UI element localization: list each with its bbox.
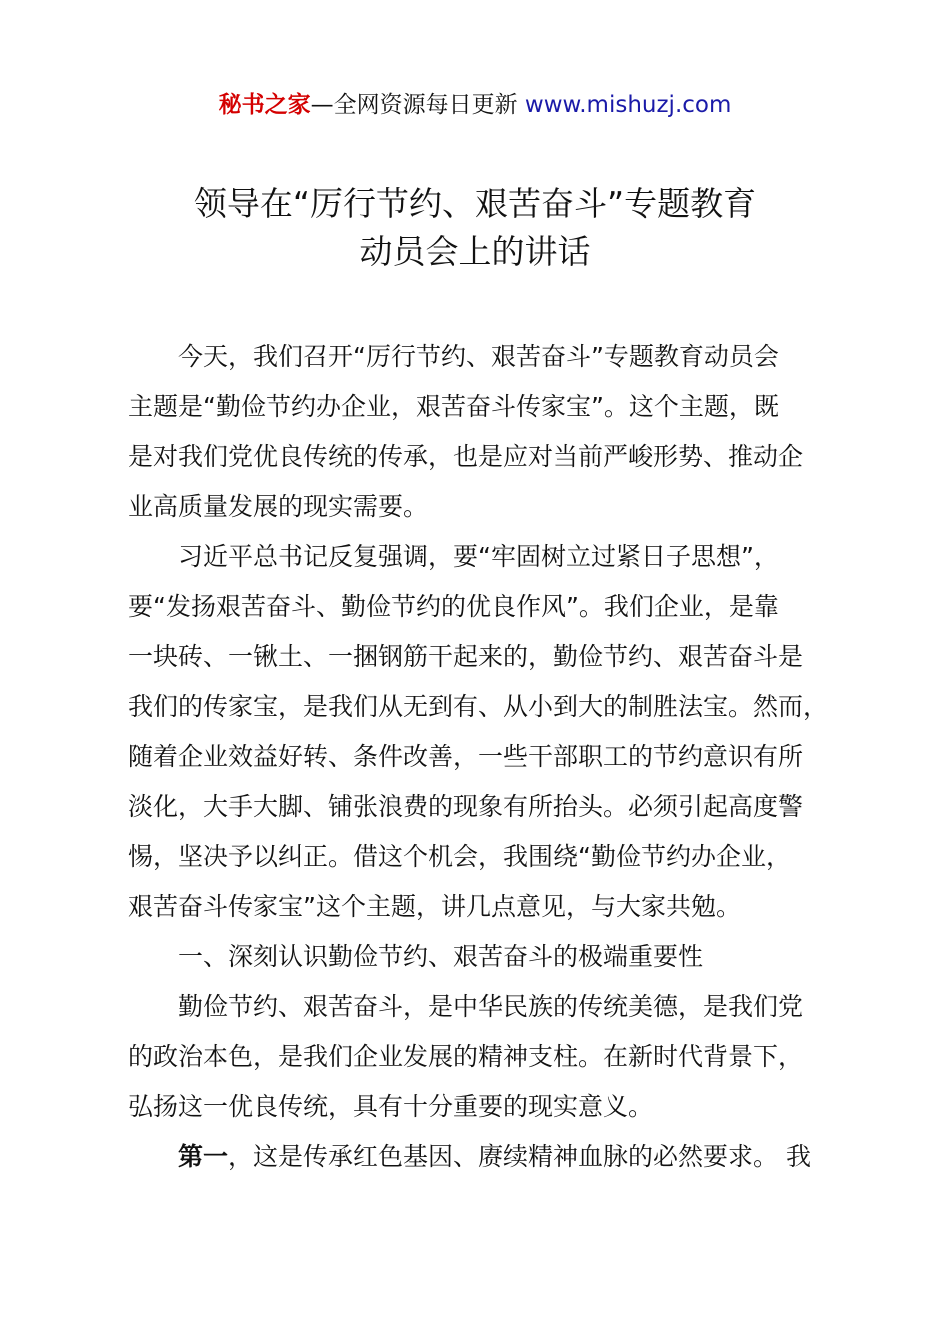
paragraph-line: 弘扬这一优良传统，具有十分重要的现实意义。 (128, 1092, 654, 1121)
paragraph-line: 随着企业效益好转、条件改善，一些干部职工的节约意识有所 (128, 742, 804, 771)
title-line-2: 动员会上的讲话 (359, 232, 591, 271)
point-label: 第一 (178, 1142, 229, 1171)
site-header (0, 88, 950, 122)
paragraph-line: 要“发扬艰苦奋斗、勤俭节约的优良作风”。我们企业，是靠 (128, 592, 779, 621)
paragraph-line: 今天，我们召开“厉行节约、艰苦奋斗”专题教育动员会 (178, 342, 779, 371)
paragraph-line (128, 1132, 838, 1182)
paragraph-line: 艰苦奋斗传家宝”这个主题，讲几点意见，与大家共勉。 (128, 892, 741, 921)
title-line-1: 领导在“厉行节约、艰苦奋斗”专题教育 (193, 184, 757, 223)
website-link[interactable]: www.mishuzj.com (524, 92, 732, 118)
paragraph-line: 的政治本色，是我们企业发展的精神支柱。在新时代背景下， (128, 1042, 804, 1071)
paragraph-line: 主题是“勤俭节约办企业，艰苦奋斗传家宝”。这个主题，既 (128, 392, 779, 421)
section-heading: 一、深刻认识勤俭节约、艰苦奋斗的极端重要性 (178, 942, 704, 971)
point-text: ，这是传承红色基因、赓续精神血脉的必然要求。 我 (228, 1142, 811, 1171)
paragraph-line: 惕，坚决予以纠正。借这个机会，我围绕“勤俭节约办企业， (128, 842, 791, 871)
paragraph-line: 习近平总书记反复强调，要“牢固树立过紧日子思想”， (178, 542, 779, 571)
paragraph-line: 淡化，大手大脚、铺张浪费的现象有所抬头。必须引起高度警 (128, 792, 804, 821)
document-title (0, 180, 950, 276)
paragraph-line: 一块砖、一锹土、一捆钢筋干起来的，勤俭节约、艰苦奋斗是 (128, 642, 804, 671)
brand-name: 秘书之家 (218, 92, 311, 118)
paragraph-line: 业高质量发展的现实需要。 (128, 492, 429, 521)
header-slogan: —全网资源每日更新 (310, 92, 525, 118)
paragraph-line: 勤俭节约、艰苦奋斗，是中华民族的传统美德，是我们党 (178, 992, 804, 1021)
paragraph-line: 我们的传家宝，是我们从无到有、从小到大的制胜法宝。然而， (128, 692, 829, 721)
document-body (128, 332, 838, 1182)
paragraph-line: 是对我们党优良传统的传承，也是应对当前严峻形势、推动企 (128, 442, 804, 471)
